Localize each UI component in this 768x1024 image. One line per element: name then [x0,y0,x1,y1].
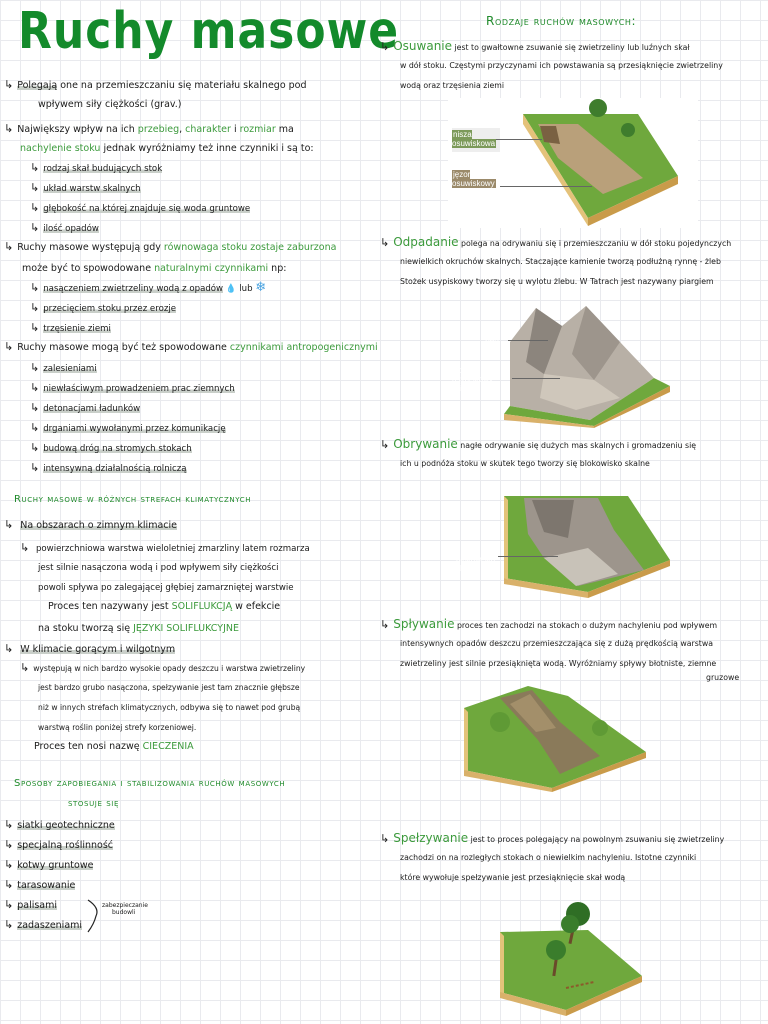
prevention-heading-2: stosuje się [68,798,119,809]
anthro-item-text: drganiami wywołanymi przez komunikację [43,424,226,434]
prevention-item [4,898,57,912]
natural-cause-item [30,322,111,335]
prevention-note-line-1: zabezpieczanie [102,902,148,909]
movement-type-text: intensywnych opadów deszczu przemieszczająca się z dużą prędkością warstwa [400,639,714,648]
text-segment: jednak wyróżniamy też inne czynniki i są to: [100,143,314,154]
anthro-item-text: intensywną działalnością rolniczą [43,464,187,474]
text-segment: może być to spowodowane [22,263,155,274]
movement-type-text: niewielkich okruchów skalnych. Staczające kamienie tworzą podłużną rynnę - żleb [400,257,721,266]
prevention-item-text: siatki geotechniczne [17,820,115,831]
warm-climate-line: jest bardzo grubo nasączona, spełzywanie jest tam znacznie głębsze [38,683,300,692]
movement-type-term: Osuwanie [393,39,453,53]
movement-type-line [400,60,723,72]
cold-line-1-text: powierzchniowa warstwa wieloletniej zmarzliny latem rozmarza [35,544,310,554]
prevention-item-text: zadaszeniami [17,920,83,931]
text-segment: i [230,124,240,135]
factor-item [30,182,141,195]
cold-tongue-pre: na stoku tworzą się [38,623,134,634]
natural-cause-suffix: lub [236,284,256,294]
movement-type-text: zwietrzeliny jest silnie przesiąknięta wodą. Wyróżniamy spływy błotniste, ziemne [400,659,717,668]
movement-type-text: zachodzi on na rozległych stokach o niewielkim nachyleniu. Istotne czynniki [400,853,697,862]
prevention-item-text: specjalną roślinność [17,840,113,851]
text-segment: rozmiar [239,124,276,135]
cold-line-1 [20,542,310,555]
text-segment: czynnikami antropogenicznymi [229,342,378,353]
movement-type-text: gruzowe [706,673,740,682]
anthro-item-text: zalesieniami [43,364,97,374]
factor-item-text: rodzaj skał budujących stok [43,164,163,174]
solifluction-term: SOLIFLUKCJĄ [171,601,233,612]
creep-illustration [496,900,646,1016]
natural-cause-text: nasączeniem zwietrzeliny wodą z opadów [43,284,224,294]
climate-heading: Ruchy masowe w różnych strefach klimatycznych [14,494,252,505]
cold-climate-label [4,518,177,532]
brace-icon [86,898,102,934]
cold-process-pre: Proces ten nazywany jest [48,601,172,612]
cold-climate-label-text: Na obszarach o zimnym klimacie [20,520,177,531]
cold-line-2-text: jest silnie nasączona wodą i pod wpływem siły ciężkości [38,563,279,573]
page-title: Ruchy masowe [18,2,400,61]
rock-collapse-label: blokowisko skalne [456,555,496,573]
movement-type-term: Obrywanie [393,437,458,451]
intro-line-1 [4,78,307,92]
cold-process-line [48,600,280,613]
rockfall-illustration [444,302,682,428]
landslide-label-tongue: jęzor osuwiskowy [452,170,495,188]
landslide-label-niche: nisza osuwiskowa [452,130,496,148]
cold-tongue-line [38,622,239,635]
movement-type-line [380,832,724,846]
movement-type-line [400,458,650,470]
cieczenie-term: CIECZENIA [142,741,194,752]
warm-climate-line: niż w innych strefach klimatycznych, odbywa się to nawet pod grubą [38,703,301,712]
rockfall-label-gully: żleb [484,336,499,345]
natural-cause-text: przecięciem stoku przez erozje [43,304,177,314]
text-segment: wpływem siły ciężkości (grav.) [38,99,182,110]
mudflow-illustration [460,682,656,792]
anthro-item [30,402,140,415]
movement-type-line [380,618,717,632]
movement-type-term: Spełzywanie [393,831,469,845]
text-segment: równowaga stoku zostaje zaburzona [163,242,337,253]
cold-line-2 [38,562,279,574]
text-segment: one na przemieszczaniu się materiału skalnego pod [57,80,307,91]
prevention-item [4,878,75,892]
warm-climate-line: warstwą roślin poniżej strefy korzeniowej. [38,723,197,732]
movement-type-line [400,256,721,268]
anthro-item [30,362,97,375]
anthro-item-text: niewłaściwym prowadzeniem prac ziemnych [43,384,235,394]
snowflake-icon: ❄ [255,280,267,295]
warm-process-line [34,740,194,753]
warm-climate-label [4,642,175,656]
natural-cause-text: trzęsienie ziemi [43,324,111,334]
text-segment: , [179,124,186,135]
movement-type-text: jest to gwałtowne zsuwanie się zwietrzeliny lub luźnych skał [452,43,690,52]
text-segment: Największy wpływ na ich [17,124,138,135]
prevention-item [4,818,115,832]
movement-type-line [400,658,716,670]
prevention-heading: Sposoby zapobiegania i stabilizowania ruchów masowych [14,778,286,789]
rock-collapse-illustration [448,478,676,598]
solifluction-tongue-term: JĘZYKI SOLIFLUKCYJNE [133,623,239,634]
movement-type-text: które wywołuje spełzywanie jest przesiąknięcie skał wodą [400,873,626,882]
factor-item-text: głębokość na której znajduje się woda gruntowe [43,204,251,214]
movement-type-line [380,438,696,452]
movement-type-text: w dół stoku. Częstymi przyczynami ich powstawania są przesiąknięcie zwietrzeliny [400,61,723,70]
text-segment: Ruchy masowe mogą być też spowodowane [17,342,230,353]
text-segment: ma [275,124,294,135]
anthro-item-text: budową dróg na stromych stokach [43,444,192,454]
factor-item [30,202,250,215]
warm-climate-label-text: W klimacie gorącym i wilgotnym [20,644,176,655]
movement-type-line [400,80,504,92]
movement-type-text: nagłe odrywanie się dużych mas skalnych i gromadzeniu się [457,441,697,450]
movement-type-line [400,638,713,650]
movement-type-text: polega na odrywaniu się i przemieszczaniu w dół stoku pojedynczych [458,239,732,248]
cold-process-post: w efekcie [232,601,281,612]
prevention-note [102,902,148,916]
natural-cause-item [30,302,176,315]
factors-line-2 [20,142,314,155]
text-segment: Ruchy masowe występują gdy [17,242,164,253]
movement-type-line [400,852,696,864]
movement-type-line [380,40,690,54]
movement-type-text: jest to proces polegający na powolnym zsuwaniu się zwietrzeliny [468,835,725,844]
text-segment: np: [268,263,287,274]
movement-type-term: Odpadanie [393,235,459,249]
prevention-item-text: kotwy gruntowe [17,860,94,871]
cold-line-3 [38,582,294,594]
movement-type-line [706,672,739,684]
text-segment: Polegają [17,80,58,91]
factor-item-text: układ warstw skalnych [43,184,141,194]
prevention-note-line-2: budowli [112,909,136,916]
landslide-illustration [448,98,698,228]
movement-type-text: proces ten zachodzi na stokach o dużym nachyleniu pod wpływem [454,621,718,630]
text-segment: naturalnymi czynnikami [154,263,269,274]
prevention-item [4,918,82,932]
anthro-line [4,340,378,354]
prevention-item-text: palisami [17,900,58,911]
intro-line-2 [38,98,182,111]
anthro-item [30,422,226,435]
anthro-item [30,442,192,455]
warm-process-pre: Proces ten nosi nazwę [34,741,143,752]
cause-line-1 [4,240,336,254]
movement-type-term: Spływanie [393,617,455,631]
cold-line-3-text: powoli spływa po zalegającej głębiej zamarzniętej warstwie [38,583,294,593]
movement-type-line [400,872,625,884]
factor-item [30,162,162,175]
movement-type-text: ich u podnóża stoku w skutek tego tworzy się blokowisko skalne [400,459,650,468]
factors-line-1 [4,122,294,136]
text-segment: charakter [185,124,231,135]
warm-climate-line: ↳ występują w nich bardzo wysokie opady deszczu i warstwa zwietrzeliny [20,662,305,675]
water-drop-icon: 💧 [223,284,237,294]
text-segment: nachylenie stoku [20,143,101,154]
prevention-item [4,838,113,852]
movement-type-text: Stożek usypiskowy tworzy się u wylotu żlebu. W Tatrach jest nazywany piargiem [400,277,714,286]
text-segment: przebieg [137,124,180,135]
anthro-item [30,382,235,395]
movement-type-text: wodą oraz trzęsienia ziemi [400,81,505,90]
cause-line-2 [22,262,286,275]
movement-type-line [380,236,731,250]
factor-item-text: ilość opadów [43,224,99,234]
types-heading: Rodzaje ruchów masowych: [486,14,637,28]
factor-item [30,222,99,235]
rockfall-label-cone: stożek usypiskowy (piarg) [452,366,493,393]
natural-cause-item [30,282,266,295]
anthro-item-text: detonacjami ładunków [43,404,141,414]
prevention-item-text: tarasowanie [17,880,76,891]
anthro-item [30,462,187,475]
movement-type-line [400,276,714,288]
prevention-item [4,858,93,872]
